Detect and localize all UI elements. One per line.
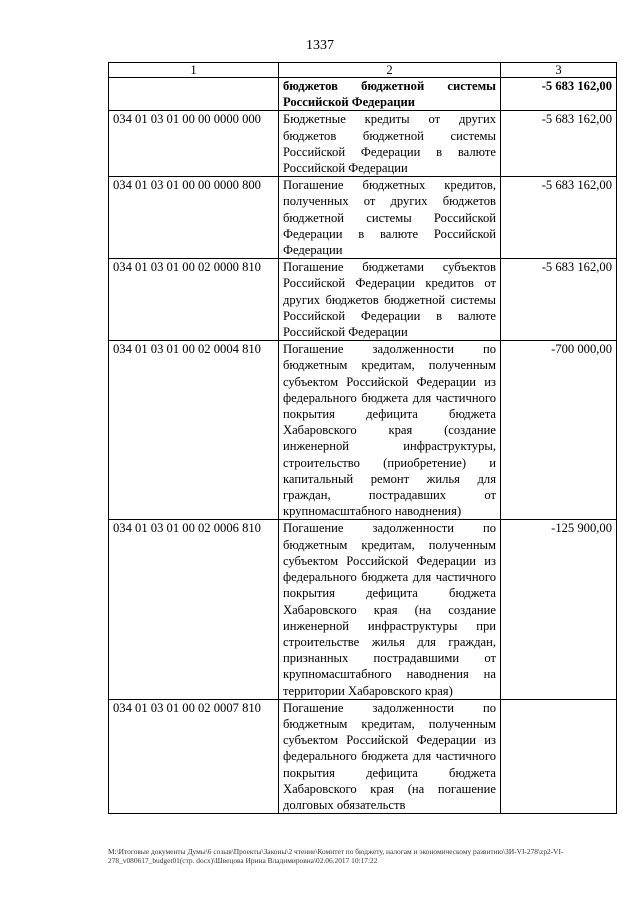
row-name: бюджетов бюджетной системы Российской Федерации (279, 78, 501, 111)
row-code: 034 01 03 01 00 00 0000 800 (109, 177, 279, 259)
page-number: 1337 (306, 38, 334, 53)
file-path-footer: M:\Итоговые документы Думы\6 созыв\Проекты\Законы\2 чтение\Комитет по бюджету, налогам и экономическому развитию\ЗИ-VI-278\zp2-VI-278_v080617_budget01(стр. docx)\Швецова Ирина Владимировна\02.06.2017 10:17:22 (108, 847, 564, 865)
row-code: 034 01 03 01 00 02 0004 810 (109, 341, 279, 520)
row-amount (501, 699, 617, 813)
table-row (109, 520, 617, 699)
row-amount: -5 683 162,00 (501, 78, 617, 111)
table-row (109, 699, 617, 813)
table-header-row (109, 63, 617, 78)
row-amount: -5 683 162,00 (501, 177, 617, 259)
column-header-3: 3 (501, 63, 617, 78)
row-name: Погашение задолженности по бюджетным кредитам, полученным субъектом Российской Федерации из федерального бюджета для частичного покрытия дефицита бюджета Хабаровского края (на создание инженерной инфраструктуры при строительстве жилья для граждан, признанных пострадавшими от крупномасштабного наводнения на территории Хабаровского края) (279, 520, 501, 699)
column-header-1: 1 (109, 63, 279, 78)
row-name: Погашение задолженности по бюджетным кредитам, полученным субъектом Российской Федерации из федерального бюджета для частичного покрытия дефицита бюджета Хабаровского края (на погашение долговых обязательств (279, 699, 501, 813)
table-row (109, 111, 617, 177)
row-code: 034 01 03 01 00 02 0006 810 (109, 520, 279, 699)
table-row (109, 177, 617, 259)
row-code: 034 01 03 01 00 00 0000 000 (109, 111, 279, 177)
row-amount: -700 000,00 (501, 341, 617, 520)
row-amount: -5 683 162,00 (501, 111, 617, 177)
row-name: Погашение бюджетами субъектов Российской Федерации кредитов от других бюджетов бюджетной системы Российской Федерации в валюте Российской Федерации (279, 259, 501, 341)
row-code (109, 78, 279, 111)
row-code: 034 01 03 01 00 02 0007 810 (109, 699, 279, 813)
table-row (109, 78, 617, 111)
row-code: 034 01 03 01 00 02 0000 810 (109, 259, 279, 341)
row-name: Погашение задолженности по бюджетным кредитам, полученным субъектом Российской Федерации из федерального бюджета для частичного покрытия дефицита бюджета Хабаровского края (создание инженерной инфраструктуры, строительство (приобретение) и капитальный ремонт жилья для граждан, пострадавших от крупномасштабного наводнения) (279, 341, 501, 520)
row-amount: -5 683 162,00 (501, 259, 617, 341)
row-name: Погашение бюджетных кредитов, полученных от других бюджетов бюджетной системы Российской Федерации в валюте Российской Федерации (279, 177, 501, 259)
row-amount: -125 900,00 (501, 520, 617, 699)
row-name: Бюджетные кредиты от других бюджетов бюджетной системы Российской Федерации в валюте Российской Федерации (279, 111, 501, 177)
column-header-2: 2 (279, 63, 501, 78)
table-row (109, 341, 617, 520)
budget-table (108, 62, 617, 814)
table-row (109, 259, 617, 341)
